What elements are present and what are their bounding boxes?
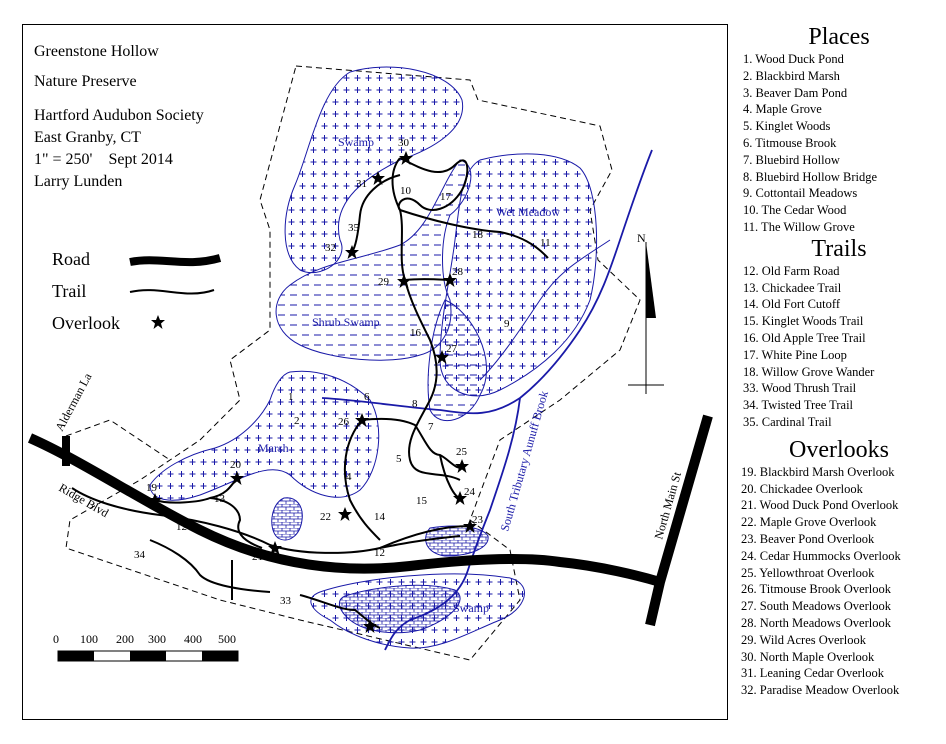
label-ridge-blvd: Ridge Blvd [56, 480, 112, 521]
overlook-item: 26. Titmouse Brook Overlook [741, 582, 892, 597]
map-number: 10 [400, 185, 411, 197]
trails-list [743, 263, 942, 431]
legend-trail-swatch [130, 290, 214, 294]
north-arrow [628, 231, 664, 394]
map-number: 21 [252, 551, 263, 563]
place-item: 6. Titmouse Brook [743, 135, 837, 150]
overlook-item: 24. Cedar Hummocks Overlook [741, 548, 901, 563]
overlook-item: 29. Wild Acres Overlook [741, 632, 866, 647]
overlook-star [345, 245, 359, 259]
legend-overlook-star [151, 315, 165, 329]
overlook-item: 21. Wood Duck Pond Overlook [741, 498, 899, 513]
map-number: 1 [288, 391, 294, 403]
wood-duck-pond-area [272, 498, 303, 540]
boundary-west-lot [66, 420, 170, 460]
map-number: 29 [378, 276, 389, 288]
label-alderman-la: Alderman La [52, 370, 95, 434]
map-number: 2 [294, 415, 300, 427]
place-item: 4. Maple Grove [743, 102, 822, 117]
map-number: 14 [374, 511, 385, 523]
organization: Hartford Audubon Society [34, 107, 204, 124]
overlook-item: 31. Leaning Cedar Overlook [741, 666, 885, 681]
scale-label: 200 [116, 632, 134, 646]
label-shrub-swamp: Shrub Swamp [312, 315, 380, 329]
map-number: 20 [230, 459, 241, 471]
label-south-tributary: South Tributary Aunuff Brook [497, 389, 551, 533]
map-number: 16 [410, 327, 421, 339]
trail-item: 34. Twisted Tree Trail [743, 398, 854, 413]
map-title-line2: Nature Preserve [34, 73, 137, 90]
map-number: 22 [320, 511, 331, 523]
overlook-item: 22. Maple Grove Overlook [741, 515, 877, 530]
scale-label: 100 [80, 632, 98, 646]
legend-road-label: Road [52, 249, 90, 269]
map-number: 9 [504, 318, 510, 330]
label-north-main-st: North Main St [651, 470, 684, 541]
scale-label: 300 [148, 632, 166, 646]
marsh-area [150, 371, 379, 500]
overlook-item: 20. Chickadee Overlook [741, 481, 863, 496]
map-number: 28 [452, 266, 463, 278]
trail-item: 15. Kinglet Woods Trail [743, 314, 864, 329]
map-number: 35 [348, 222, 359, 234]
places-list [743, 51, 942, 236]
map-number: 17 [440, 191, 451, 203]
overlook-item: 30. North Maple Overlook [741, 649, 875, 664]
trail-item: 17. White Pine Loop [743, 347, 847, 362]
label-swamp-south: Swamp [453, 601, 489, 615]
scale-and-date: 1" = 250' Sept 2014 [34, 151, 173, 168]
trail-item: 12. Old Farm Road [743, 263, 840, 278]
overlook-item: 32. Paradise Meadow Overlook [741, 683, 900, 698]
map-number: 25 [456, 446, 467, 458]
map-number: 12 [374, 547, 385, 559]
map-number: 8 [412, 398, 418, 410]
north-label: N [637, 231, 646, 245]
map-title-line1: Greenstone Hollow [34, 43, 159, 60]
map-number: 26 [338, 416, 349, 428]
map-number: 7 [428, 421, 434, 433]
map-number: 32 [325, 242, 336, 254]
map-number: 30 [398, 137, 409, 149]
map-number: 12 [176, 521, 187, 533]
map-number: 34 [134, 549, 145, 561]
legend-road-swatch [130, 258, 220, 262]
places-heading: Places [808, 24, 870, 50]
map-number: 13 [214, 493, 225, 505]
map-number: 27 [446, 343, 457, 355]
map-number: 4 [346, 471, 352, 483]
label-wet-meadow: Wet Meadow [496, 205, 561, 219]
trail-item: 35. Cardinal Trail [743, 414, 832, 429]
place-item: 11. The Willow Grove [743, 219, 855, 234]
overlook-star [338, 507, 352, 521]
place-item: 5. Kinglet Woods [743, 119, 831, 134]
place-item: 2. Blackbird Marsh [743, 68, 840, 83]
map-number: 6 [364, 391, 370, 403]
scale-label: 500 [218, 632, 236, 646]
place-item: 7. Bluebird Hollow [743, 152, 840, 167]
map-number: 19 [146, 482, 157, 494]
map-number: 5 [396, 453, 402, 465]
place-item: 1. Wood Duck Pond [743, 52, 844, 66]
overlook-item: 28. North Meadows Overlook [741, 615, 891, 630]
map-number: 31 [356, 178, 367, 190]
overlook-item: 19. Blackbird Marsh Overlook [741, 464, 895, 479]
trail-item: 16. Old Apple Tree Trail [743, 330, 866, 345]
map-number: 33 [280, 595, 291, 607]
location: East Granby, CT [34, 129, 141, 146]
author: Larry Lunden [34, 173, 123, 190]
label-marsh: Marsh [258, 441, 289, 455]
map-number: 15 [416, 495, 427, 507]
scale-label: 0 [53, 632, 59, 646]
trail-item: 14. Old Fort Cutoff [743, 297, 840, 312]
legend-overlook-label: Overlook [52, 313, 120, 333]
legend-trail-label: Trail [52, 281, 87, 301]
overlook-item: 23. Beaver Pond Overlook [741, 531, 875, 546]
overlooks-list [741, 464, 942, 699]
overlook-item: 27. South Meadows Overlook [741, 599, 891, 614]
place-item: 9. Cottontail Meadows [743, 186, 858, 201]
trail-item: 13. Chickadee Trail [743, 280, 842, 295]
trail-item: 33. Wood Thrush Trail [743, 381, 857, 396]
label-swamp-north: Swamp [338, 135, 374, 149]
overlook-item: 25. Yellowthroat Overlook [741, 565, 875, 580]
place-item: 3. Beaver Dam Pond [743, 85, 848, 100]
place-item: 10. The Cedar Wood [743, 203, 847, 218]
map-number: 11 [540, 237, 551, 249]
scale-bar [58, 651, 238, 661]
overlooks-heading: Overlooks [789, 436, 889, 463]
map-number: 18 [472, 229, 483, 241]
trail-item: 18. Willow Grove Wander [743, 364, 875, 379]
scale-label: 400 [184, 632, 202, 646]
map-number: 23 [472, 514, 483, 526]
trails-heading: Trails [811, 235, 867, 262]
map-number: 24 [464, 486, 475, 498]
legend-panel [736, 24, 942, 699]
place-item: 8. Bluebird Hollow Bridge [743, 169, 878, 184]
